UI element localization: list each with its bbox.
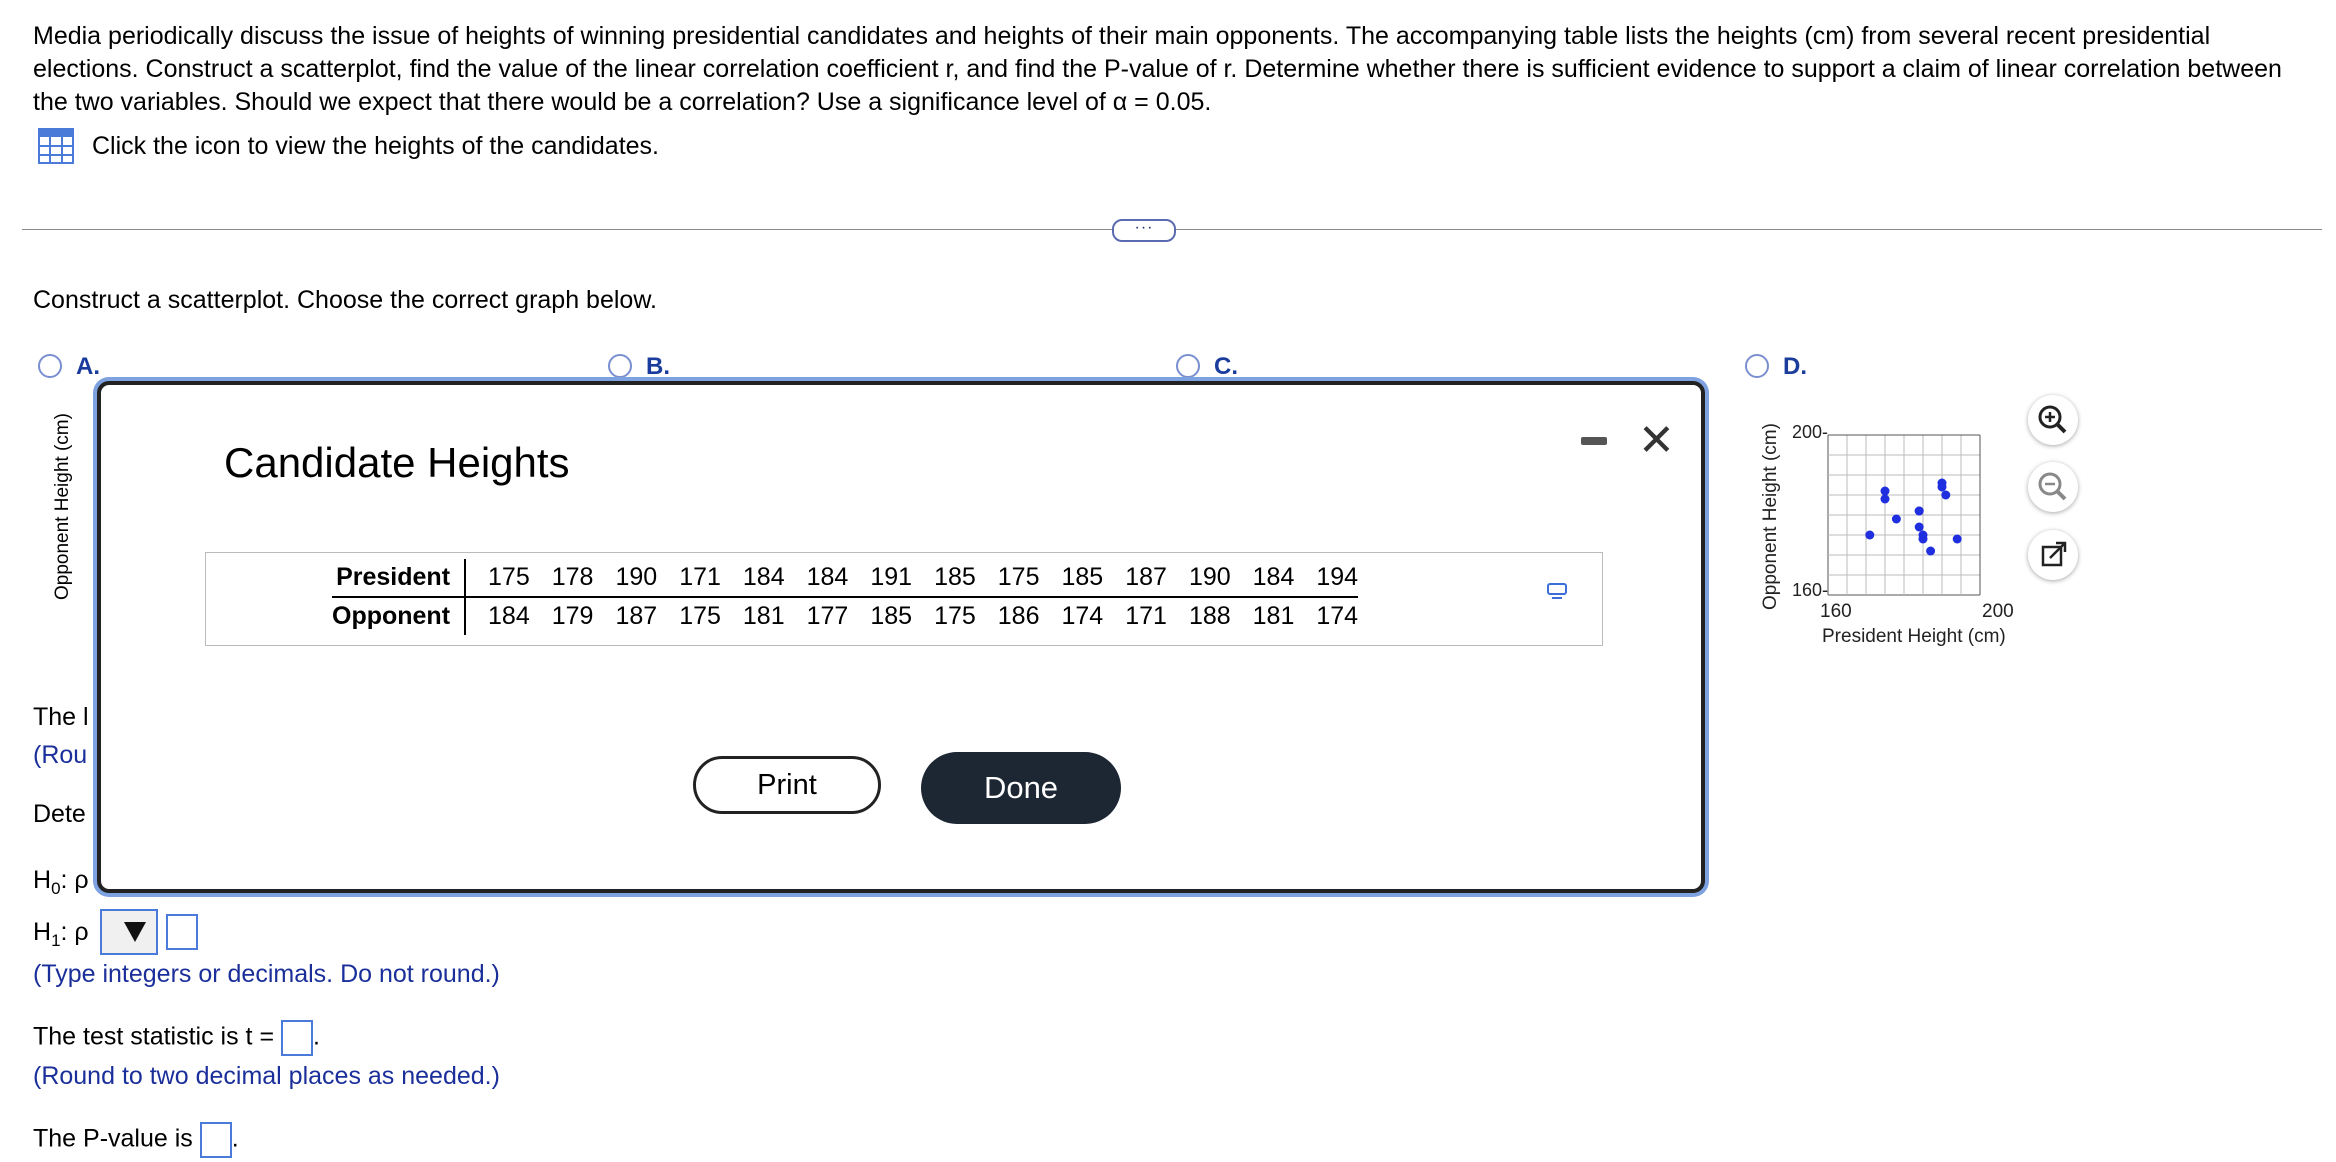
option-d-xtick-200: 200 bbox=[1982, 601, 2014, 622]
opponent-cell: 181 bbox=[742, 602, 785, 630]
h0-rho: : ρ bbox=[60, 866, 89, 894]
scatter-point bbox=[1865, 531, 1874, 540]
opponent-cell: 179 bbox=[551, 602, 594, 630]
option-d-ylabel: Opponent Height (cm) bbox=[1760, 423, 1781, 610]
zoom-out-icon[interactable] bbox=[2028, 462, 2078, 512]
president-row-label: President bbox=[332, 559, 465, 597]
president-cell: 191 bbox=[848, 559, 912, 597]
h0-line bbox=[33, 866, 89, 899]
president-cell: 185 bbox=[912, 559, 976, 597]
option-c-label[interactable]: C. bbox=[1214, 353, 1238, 380]
close-icon[interactable]: ✕ bbox=[1638, 416, 1675, 465]
scatter-point bbox=[1953, 535, 1962, 544]
option-c-radio[interactable] bbox=[1176, 354, 1200, 378]
r-question-partial: The l bbox=[33, 703, 89, 731]
president-row bbox=[332, 559, 1358, 597]
scatter-point bbox=[1926, 547, 1935, 556]
hypothesis-hint: (Type integers or decimals. Do not round.) bbox=[33, 960, 500, 988]
president-cell: 171 bbox=[657, 559, 721, 597]
president-cell: 175 bbox=[976, 559, 1040, 597]
table-link-text[interactable]: Click the icon to view the heights of the candidates. bbox=[92, 131, 659, 160]
scatter-point bbox=[1919, 535, 1928, 544]
h1-rho: : ρ bbox=[60, 918, 89, 946]
p-value-input[interactable] bbox=[200, 1122, 232, 1158]
option-d-ytick-200: 200- bbox=[1792, 422, 1829, 442]
president-cell: 184 bbox=[1231, 559, 1295, 597]
president-cell: 185 bbox=[1040, 559, 1104, 597]
opponent-cell: 174 bbox=[1316, 602, 1359, 630]
heights-table bbox=[332, 559, 1358, 635]
opponent-cell: 185 bbox=[870, 602, 913, 630]
scatter-point bbox=[1938, 479, 1947, 488]
president-cell: 184 bbox=[785, 559, 849, 597]
opponent-cell: 175 bbox=[679, 602, 721, 630]
expand-more-button[interactable]: ··· bbox=[1112, 219, 1176, 242]
president-cell: 190 bbox=[1167, 559, 1231, 597]
test-statistic-hint: (Round to two decimal places as needed.) bbox=[33, 1062, 500, 1090]
h1-relation-dropdown[interactable] bbox=[100, 909, 158, 955]
president-cell: 187 bbox=[1103, 559, 1167, 597]
h1-label: H bbox=[33, 918, 52, 946]
problem-statement: Media periodically discuss the issue of heights of winning presidential candidates and heights of their main opponents. The accompanying table lists the heights (cm) from several recent presidential elections. Construct a scatterplot, find the value of the linear correlation coefficient r, and find the P-value of r. Determine whether there is sufficient evidence to support a claim of linear correlation between the two variables. Should we expect that there would be a correlation? Use a significance level of α = 0.05. bbox=[33, 22, 2282, 116]
zoom-in-icon[interactable] bbox=[2028, 395, 2078, 445]
scatter-point bbox=[1892, 515, 1901, 524]
opponent-cell: 174 bbox=[1061, 602, 1104, 630]
opponent-cell: 181 bbox=[1252, 602, 1295, 630]
round-hint-partial: (Rou bbox=[33, 741, 88, 769]
heights-table-container bbox=[205, 552, 1603, 646]
option-a-label[interactable]: A. bbox=[76, 353, 100, 380]
opponent-cell: 186 bbox=[997, 602, 1040, 630]
scatter-point bbox=[1941, 491, 1950, 500]
test-statistic-label: The test statistic is t = bbox=[33, 1022, 275, 1051]
option-a-ylabel: Opponent Height (cm) bbox=[52, 413, 73, 600]
h0-subscript: 0 bbox=[51, 879, 61, 898]
candidate-heights-dialog[interactable] bbox=[97, 381, 1705, 893]
option-d-label[interactable]: D. bbox=[1783, 353, 1807, 380]
h0-label: H bbox=[33, 866, 52, 894]
opponent-cell: 187 bbox=[615, 602, 658, 630]
scatter-points bbox=[1865, 479, 1961, 556]
option-b-label[interactable]: B. bbox=[646, 353, 670, 380]
option-d-graph bbox=[1758, 420, 2018, 660]
h1-value-input[interactable] bbox=[166, 914, 198, 950]
chevron-down-icon bbox=[124, 922, 146, 942]
opponent-row-label: Opponent bbox=[332, 597, 465, 635]
opponent-cell: 188 bbox=[1188, 602, 1231, 630]
test-statistic-line: The test statistic is t = . bbox=[33, 1020, 320, 1056]
print-button[interactable]: Print bbox=[693, 756, 881, 814]
president-cell: 175 bbox=[465, 559, 530, 597]
expand-icon[interactable] bbox=[2028, 530, 2078, 580]
table-grid-icon[interactable] bbox=[38, 128, 74, 164]
scatter-grid bbox=[1828, 435, 1980, 595]
president-cell: 190 bbox=[593, 559, 657, 597]
option-d-xlabel: President Height (cm) bbox=[1822, 626, 2006, 647]
minimize-icon[interactable] bbox=[1581, 437, 1607, 445]
scatter-point bbox=[1881, 495, 1890, 504]
determine-partial: Dete bbox=[33, 800, 86, 828]
test-statistic-input[interactable] bbox=[281, 1020, 313, 1056]
option-d-xtick-160: 160 bbox=[1820, 601, 1852, 622]
opponent-cell: 184 bbox=[488, 602, 530, 630]
h1-subscript: 1 bbox=[51, 931, 61, 950]
opponent-row bbox=[332, 597, 1358, 635]
scatter-point bbox=[1915, 523, 1924, 532]
president-cell: 178 bbox=[530, 559, 594, 597]
opponent-cell: 177 bbox=[806, 602, 849, 630]
done-button[interactable]: Done bbox=[921, 752, 1121, 824]
option-a-radio[interactable] bbox=[38, 354, 62, 378]
h1-line bbox=[33, 918, 89, 951]
p-value-label: The P-value is bbox=[33, 1124, 193, 1153]
president-cell: 184 bbox=[721, 559, 785, 597]
opponent-cell: 171 bbox=[1125, 602, 1167, 630]
scatter-point bbox=[1915, 507, 1924, 516]
heights-table-link[interactable] bbox=[38, 128, 659, 164]
dialog-title: Candidate Heights bbox=[224, 439, 570, 486]
opponent-cell: 175 bbox=[934, 602, 976, 630]
president-cell: 194 bbox=[1294, 559, 1358, 597]
h1-controls bbox=[100, 909, 198, 955]
option-d-scatterplot bbox=[1758, 420, 2018, 660]
option-b-radio[interactable] bbox=[608, 354, 632, 378]
option-d-radio[interactable] bbox=[1745, 354, 1769, 378]
p-value-line: The P-value is . bbox=[33, 1122, 239, 1158]
scatterplot-prompt: Construct a scatterplot. Choose the correct graph below. bbox=[33, 286, 657, 314]
copy-data-icon[interactable] bbox=[1546, 579, 1570, 601]
scatter-point bbox=[1881, 487, 1890, 496]
option-d-ytick-160: 160- bbox=[1792, 580, 1829, 600]
